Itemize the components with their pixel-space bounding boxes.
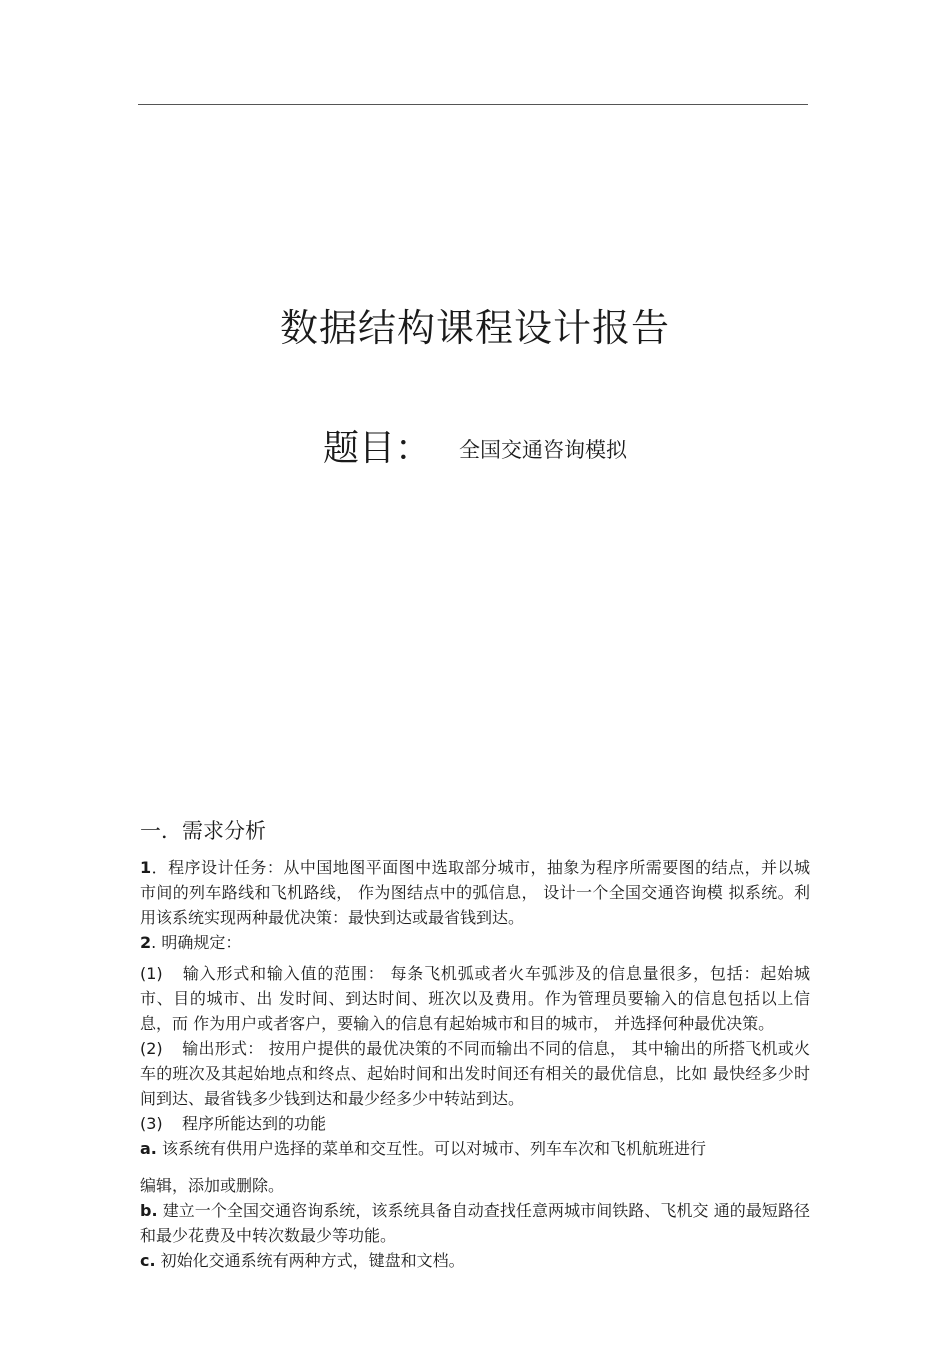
list-item-output: [140, 1036, 810, 1111]
list-item-text: 输出形式： 按用户提供的最优决策的不同而输出不同的信息， 其中输出的所搭飞机或火 车的班次及其起始地点和终点、起始时间和出发时间还有相关的最优信息，比如 最快经多少时间到达、最省钱多少钱到达和最少经多少中转站到达。: [140, 1039, 810, 1108]
list-item-input: [140, 961, 810, 1036]
subject-line: [0, 420, 950, 471]
paragraph-number: 2: [140, 933, 152, 952]
subject-value: 全国交通咨询模拟: [459, 438, 627, 462]
function-label: a.: [140, 1139, 157, 1158]
list-item-number: (2): [140, 1039, 163, 1058]
paragraph-task: [140, 855, 810, 930]
list-item-number: (3): [140, 1114, 163, 1133]
content-body: [140, 855, 810, 1273]
paragraph-spec: [140, 930, 810, 955]
function-text: 初始化交通系统有两种方式，键盘和文档。: [160, 1251, 465, 1270]
paragraph-text: ．程序设计任务：从中国地图平面图中选取部分城市，抽象为程序所需要图的结点，并以城 市间的列车路线和飞机路线， 作为图结点中的弧信息， 设计一个全国交通咨询模 拟系统。利用该系统实现两种最优决策：最快到达或最省钱到达。: [140, 858, 810, 927]
list-item-text: 程序所能达到的功能: [182, 1114, 327, 1133]
function-a: [140, 1136, 810, 1161]
list-item-number: (1): [140, 964, 163, 983]
function-label: b.: [140, 1201, 158, 1220]
subject-label: 题目：: [322, 428, 431, 469]
report-title: 数据结构课程设计报告: [279, 306, 670, 351]
function-text: 该系统有供用户选择的菜单和交互性。可以对城市、列车车次和飞机航班进行: [161, 1139, 706, 1158]
function-text: 建立一个全国交通咨询系统，该系统具备自动查找任意两城市间铁路、飞机交 通的最短路径和最少花费及中转次数最少等功能。: [140, 1201, 811, 1245]
list-item-function: [140, 1111, 810, 1136]
header-rule: [138, 104, 808, 105]
function-label: c.: [140, 1251, 156, 1270]
section-heading: 一．需求分析: [140, 819, 266, 843]
paragraph-text: . 明确规定：: [151, 933, 242, 952]
function-b: [140, 1198, 810, 1248]
function-c: [140, 1248, 810, 1273]
function-a-continued: 编辑，添加或删除。: [140, 1176, 285, 1195]
paragraph-number: 1: [140, 858, 152, 877]
list-item-text: 输入形式和输入值的范围： 每条飞机弧或者火车弧涉及的信息量很多，包括：起始城市、目的城市、出 发时间、到达时间、班次以及费用。作为管理员要输入的信息包括以上信息，而 作为用户或者客户，要输入的信息有起始城市和目的城市， 并选择何种最优决策。: [140, 964, 810, 1033]
